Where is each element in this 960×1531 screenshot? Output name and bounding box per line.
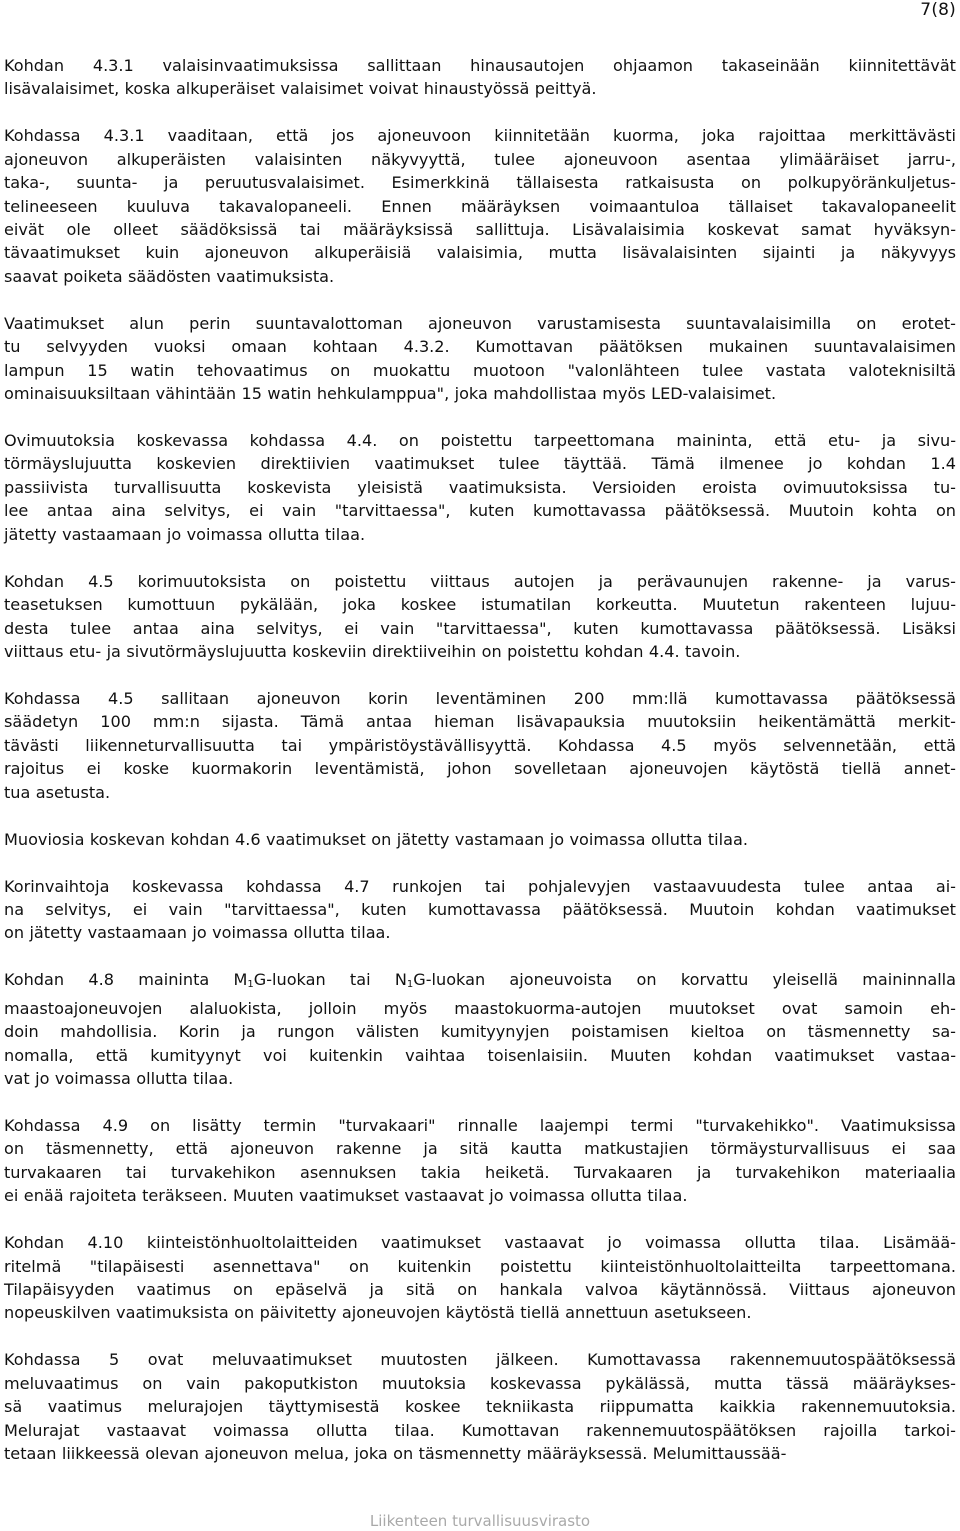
paragraph-3: [4, 312, 956, 406]
text-line: Tilapäisyyden vaatimus on epäselvä ja sitä on hankala valvoa käytännössä. Viittaus ajoneuvon: [4, 1280, 956, 1299]
document-body: [4, 54, 956, 1489]
text-line: ajoneuvon alkuperäisten valaisinten näkyvyyttä, tulee ajoneuvoon asentaa ylimääräiset jarru-,: [4, 149, 956, 169]
text-line: na selvitys, ei vain "tarvittaessa", kuten kumottavassa päätöksessä. Muutoin kohdan vaatimukset: [4, 899, 956, 919]
subscript: 1: [247, 979, 254, 991]
text-line: on jätetty vastaamaan jo voimassa ollutta tilaa.: [4, 923, 391, 943]
text-line: tu selvyyden vuoksi omaan kohtaan 4.3.2. Kumottavan päätöksen mukainen suuntavalaisimen: [4, 337, 956, 357]
text-line: teasetuksen kumottuun pykälään, joka koskee istumatilan korkeutta. Muutetun rakenteen lujuu-: [4, 595, 956, 615]
text-line: rajoitus ei koske kuormakorin leventämistä, johon sovelletaan ajoneuvojen käytöstä tiellä annet-: [4, 759, 956, 779]
text-line: doin mahdollisia. Korin ja rungon välisten kumityynyjen poistamisen kieltoa on täsmennetty sa-: [4, 1022, 956, 1042]
text-run: G-luokan tai N: [253, 970, 407, 990]
text-line: sä vaatimus melurajojen täyttymisestä koskee tekniikasta riippumatta kaikkia rakennemuutoksia.: [4, 1397, 956, 1417]
paragraph-6: [4, 687, 956, 804]
text-line: ritelmä "tilapäisesti asennettava" on kuitenkin poistettu kiinteistönhuoltolaitteilta tarpeettomana.: [4, 1256, 956, 1276]
text-line: nopeuskilven vaatimuksista on päivitetty ajoneuvojen käytöstä tiellä annettuun asetukseen.: [4, 1303, 752, 1323]
paragraph-10: [4, 1114, 956, 1208]
paragraph-8: [4, 875, 956, 945]
paragraph-12: [4, 1348, 956, 1465]
text-line: säädetyn 100 mm:n sijasta. Tämä antaa hieman lisävapauksia muutoksiin heikentämättä merkit-: [4, 712, 956, 732]
page-number: 7(8): [920, 0, 956, 20]
paragraph-5: [4, 570, 956, 664]
text-run: G-luokan ajoneuvoista on korvattu yleisellä maininnalla: [413, 970, 956, 990]
text-line: ominaisuuksiltaan vähintään 15 watin hehkulamppua", joka mahdollistaa myös LED-valaisimet.: [4, 384, 777, 404]
text-line: Korinvaihtoja koskevassa kohdassa 4.7 runkojen tai pohjalevyjen vastaavuudesta tulee antaa ai-: [4, 876, 956, 896]
footer-agency-name: Liikenteen turvallisuusvirasto: [369, 1512, 591, 1530]
text-line: Kohdan 4.3.1 valaisinvaatimuksissa sallittaan hinausautojen ohjaamon takaseinään kiinnitettävät: [4, 56, 956, 75]
text-line-with-subscripts: [4, 968, 956, 996]
text-line: lisävalaisimet, koska alkuperäiset valaisimet voivat hinaustyössä peittyä.: [4, 79, 597, 99]
text-line: nomalla, että kumityynyt voi kuitenkin vaihtaa toisenlaisiin. Muuten kohdan vaatimukset vastaa-: [4, 1045, 956, 1065]
text-line: Ovimuutoksia koskevassa kohdassa 4.4. on poistettu tarpeettomana maininta, että etu- ja sivu-: [4, 431, 956, 451]
paragraph-11: [4, 1231, 956, 1325]
text-line: eivät ole olleet säädöksissä tai määräyksissä sallittuja. Lisävalaisimia koskevat samat hyväksyn-: [4, 220, 956, 240]
text-line: Kohdassa 5 ovat meluvaatimukset muutosten jälkeen. Kumottavassa rakennemuutospäätöksessä: [4, 1350, 956, 1370]
text-line: saavat poiketa säädösten vaatimuksista.: [4, 266, 335, 286]
paragraph-4: [4, 429, 956, 546]
paragraph-2: [4, 124, 956, 288]
text-line: lampun 15 watin tehovaatimus on muokattu muotoon "valonlähteen tulee vastata valoteknisiltä: [4, 360, 956, 380]
text-run: Kohdan 4.8 maininta M: [4, 970, 248, 990]
text-line: törmäyslujuutta koskevien direktiivien vaatimukset tulee täyttää. Tämä ilmenee jo kohdan 1.4: [4, 454, 956, 474]
text-line: Melurajat vastaavat voimassa ollutta tilaa. Kumottavan rakennemuutospäätöksen rajoilla tarkoi-: [4, 1420, 956, 1440]
text-line: Kohdassa 4.5 sallitaan ajoneuvon korin leventäminen 200 mm:llä kumottavassa päätöksessä: [4, 688, 956, 708]
text-line: vat jo voimassa ollutta tilaa.: [4, 1068, 234, 1088]
text-line: Kohdan 4.5 korimuutoksista on poistettu viittaus autojen ja perävaunujen rakenne- ja varus-: [4, 571, 956, 591]
text-line: passiivista turvallisuutta koskevista yleisistä vaatimuksista. Versioiden eroista ovimuutoksissa tu-: [4, 477, 956, 497]
text-line: telineeseen kuuluva takavalopaneeli. Ennen määräyksen voimaantuloa tällaiset takavalopaneelit: [4, 196, 956, 216]
text-line: viittaus etu- ja sivutörmäyslujuutta koskeviin direktiiveihin on poistettu kohdan 4.4. tavoin.: [4, 641, 741, 661]
subscript: 1: [406, 979, 414, 991]
text-line: ei enää rajoiteta teräkseen. Muuten vaatimukset vastaavat jo voimassa ollutta tilaa.: [4, 1186, 688, 1206]
text-line: Kohdassa 4.3.1 vaaditaan, että jos ajoneuvoon kiinnitetään kuorma, joka rajoittaa merkittävästi: [4, 126, 956, 146]
text-line: Kohdan 4.10 kiinteistönhuoltolaitteiden vaatimukset vastaavat jo voimassa ollutta tilaa. Lisämää-: [4, 1233, 956, 1253]
paragraph-9: [4, 968, 956, 1090]
text-line: desta tulee antaa aina selvitys, ei vain "tarvittaessa", kuten kumottavassa päätöksessä. Lisäksi: [4, 618, 956, 638]
text-line: maastoajoneuvojen alaluokista, jolloin myös maastokuorma-autojen muutokset ovat samoin eh-: [4, 998, 956, 1018]
paragraph-7: [4, 828, 956, 851]
text-line: Kohdassa 4.9 on lisätty termin "turvakaari" rinnalle laajempi termi "turvakehikko". Vaatimuksissa: [4, 1115, 956, 1135]
text-line: on täsmennetty, että ajoneuvon rakenne ja sitä kautta matkustajien törmäysturvallisuus ei saa: [4, 1139, 956, 1159]
text-line: turvakaaren tai turvakehikon asennuksen takia heiketä. Turvakaaren ja turvakehikon materiaalia: [4, 1162, 956, 1182]
text-line: Vaatimukset alun perin suuntavalottoman ajoneuvon varustamisesta suuntavalaisimilla on erotet-: [4, 313, 956, 333]
text-line: taka-, suunta- ja peruutusvalaisimet. Esimerkkinä tällaisesta ratkaisusta on polkupyöränkuljetus-: [4, 173, 956, 193]
text-line: tävästi liikenneturvallisuutta tai ympäristöystävällisyyttä. Kohdassa 4.5 myös selvennetään, että: [4, 735, 956, 755]
text-line: lee antaa aina selvitys, ei vain "tarvittaessa", kuten kumottavassa päätöksessä. Muutoin kohta on: [4, 501, 956, 521]
text-line: tetaan liikkeessä olevan ajoneuvon melua, joka on täsmennetty määräyksessä. Melumittaussää-: [4, 1444, 787, 1464]
paragraph-1: [4, 54, 956, 101]
text-line: Muoviosia koskevan kohdan 4.6 vaatimukset on jätetty vastamaan jo voimassa ollutta tilaa.: [4, 829, 748, 849]
text-line: tua asetusta.: [4, 782, 111, 802]
text-line: jätetty vastaamaan jo voimassa ollutta tilaa.: [4, 524, 366, 544]
text-line: tävaatimukset kuin ajoneuvon alkuperäisiä valaisimia, mutta lisävalaisinten sijainti ja näkyvyys: [4, 243, 956, 263]
text-line: meluvaatimus on vain pakoputkiston muutoksia koskevassa pykälässä, mutta tässä määräykses-: [4, 1373, 956, 1393]
